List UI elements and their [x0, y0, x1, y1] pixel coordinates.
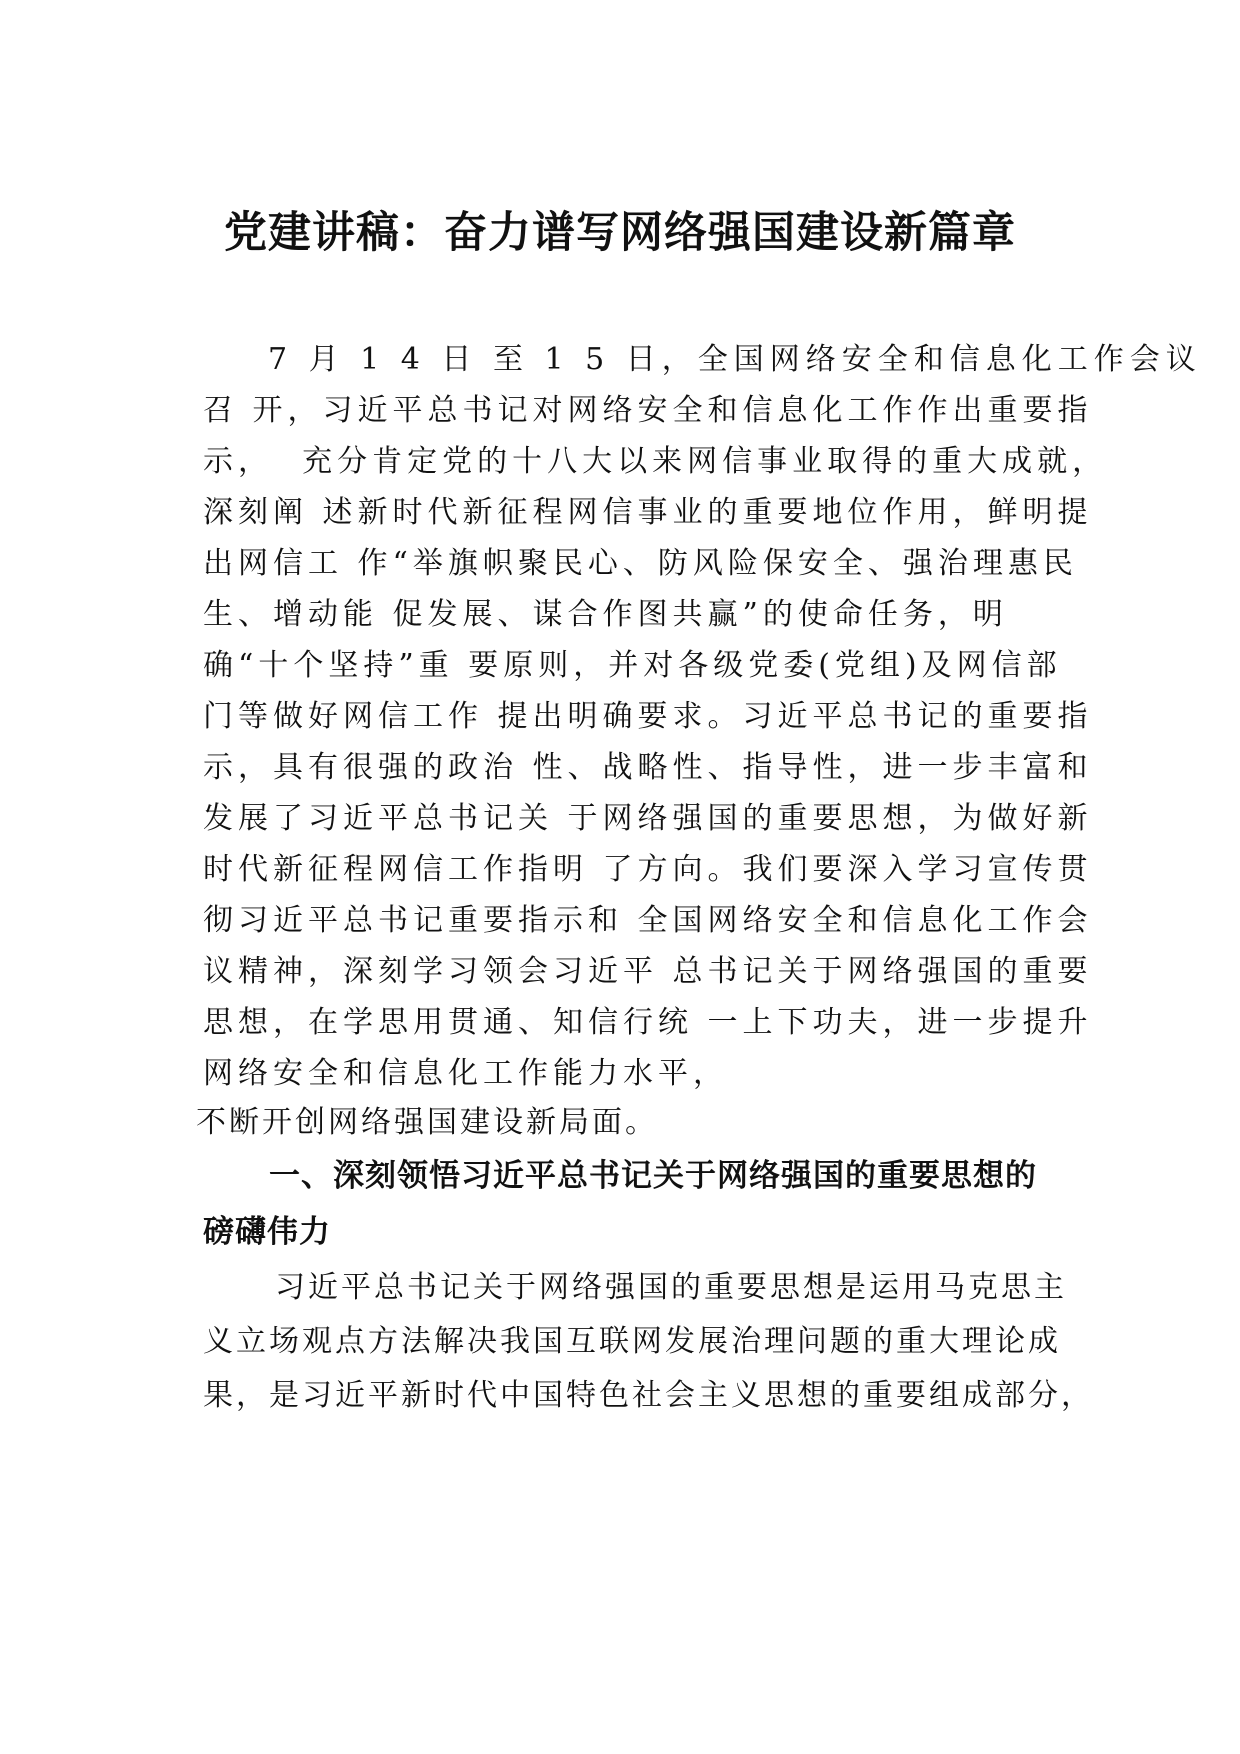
text-line: 思想，在学思用贯通、知信行统 一上下功夫，进一步提升: [203, 1005, 1093, 1040]
heading-line: 一、深刻领悟习近平总书记关于网络强国的重要思想的: [269, 1158, 1037, 1194]
text-line: 生、增动能 促发展、谋合作图共赢”的使命任务，明: [203, 597, 1008, 632]
text-line: 果，是习近平新时代中国特色社会主义思想的重要组成部分，: [203, 1378, 1094, 1413]
text-line: 示， 充分肯定党的十八大以来网信事业取得的重大成就，: [203, 444, 1108, 479]
text-line: 出网信工 作“举旗帜聚民心、防风险保安全、强治理惠民: [203, 546, 1078, 581]
text-line: 时代新征程网信工作指明 了方向。我们要深入学习宣传贯: [203, 852, 1093, 887]
text-line: 深刻阐 述新时代新征程网信事业的重要地位作用，鲜明提: [203, 495, 1093, 530]
text-line: 彻习近平总书记重要指示和 全国网络安全和信息化工作会: [203, 903, 1093, 938]
document-title: 党建讲稿：奋力谱写网络强国建设新篇章: [224, 208, 1016, 258]
text-line: 门等做好网信工作 提出明确要求。习近平总书记的重要指: [203, 699, 1093, 734]
text-line: 义立场观点方法解决我国互联网发展治理问题的重大理论成: [203, 1324, 1061, 1359]
text-line: 确“十个坚持”重 要原则，并对各级党委(党组)及网信部: [203, 648, 1062, 683]
text-line: 发展了习近平总书记关 于网络强国的重要思想，为做好新: [203, 801, 1093, 836]
heading-line: 磅礴伟力: [203, 1214, 331, 1250]
text-line: 网络安全和信息化工作能力水平，: [203, 1056, 728, 1091]
text-line: 7 月 1 4 日 至 1 5 日，全国网络安全和信息化工作会议: [268, 342, 1202, 377]
text-line: 示，具有很强的政治 性、战略性、指导性，进一步丰富和: [203, 750, 1093, 785]
text-line: 不断开创网络强国建设新局面。: [196, 1105, 658, 1140]
text-line: 召 开，习近平总书记对网络安全和信息化工作作出重要指: [203, 393, 1093, 428]
text-line: 习近平总书记关于网络强国的重要思想是运用马克思主: [275, 1270, 1067, 1305]
text-line: 议精神，深刻学习领会习近平 总书记关于网络强国的重要: [203, 954, 1093, 989]
